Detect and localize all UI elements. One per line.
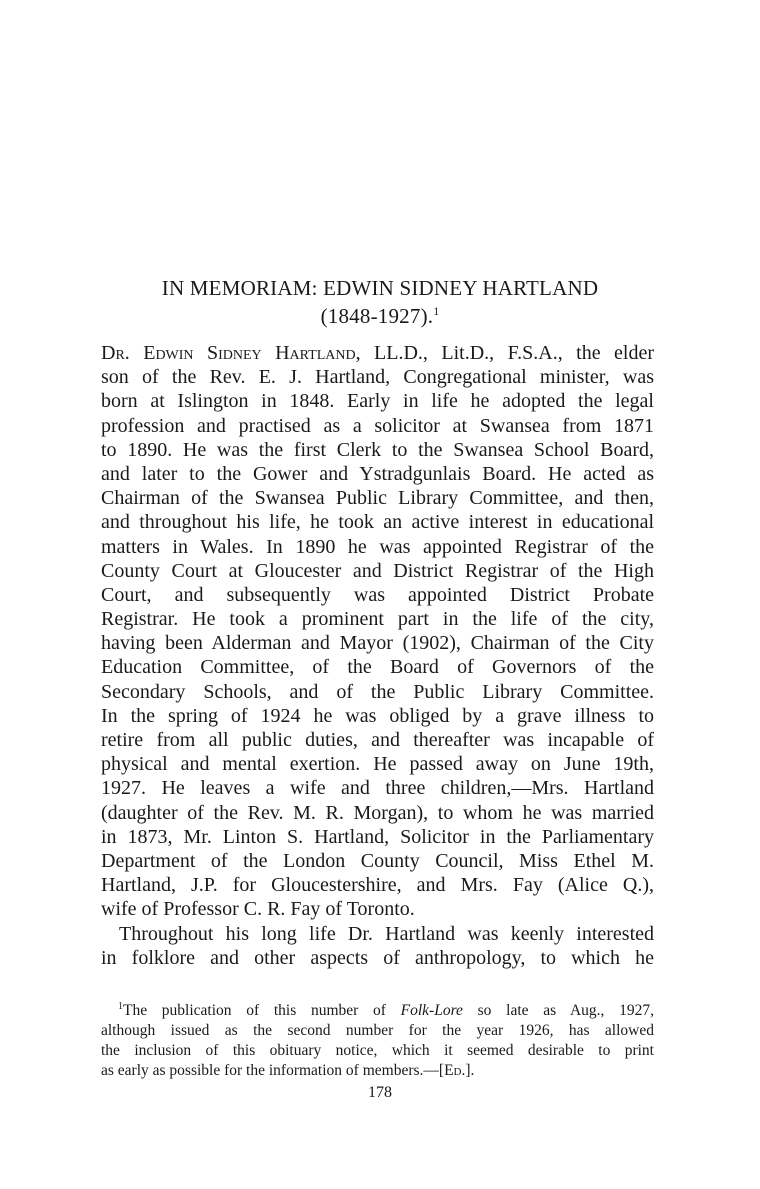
body-line: in 1873, Mr. Linton S. Hartland, Solicitor in the Parliamentary bbox=[101, 825, 654, 848]
footnote-text: ]. bbox=[465, 1062, 475, 1079]
body-line: Court, and subsequently was appointed District Probate bbox=[101, 583, 654, 606]
footnote-line: although issued as the second number for the year 1926, has allowed bbox=[101, 1022, 654, 1039]
article-title: IN MEMORIAM: EDWIN SIDNEY HARTLAND bbox=[161, 276, 599, 300]
body-line: physical and mental exertion. He passed away on June 19th, bbox=[101, 753, 654, 776]
subject-name: Dr. Edwin Sidney Hartland bbox=[101, 342, 356, 364]
footnote-line: the inclusion of this obituary notice, which it seemed desirable to print bbox=[101, 1042, 654, 1059]
body-line: wife of Professor C. R. Fay of Toronto. bbox=[101, 898, 415, 921]
body-line: Secondary Schools, and of the Public Library Committee. bbox=[101, 680, 654, 703]
body-line: matters in Wales. In 1890 he was appointed Registrar of the bbox=[101, 535, 654, 558]
body-line: to 1890. He was the first Clerk to the Swansea School Board, bbox=[101, 438, 654, 461]
footnote-line bbox=[101, 1001, 654, 1021]
body-line: Hartland, J.P. for Gloucestershire, and Mrs. Fay (Alice Q.), bbox=[101, 874, 654, 897]
body-line: County Court at Gloucester and District Registrar of the High bbox=[101, 559, 654, 582]
body-line: born at Islington in 1848. Early in life he adopted the legal bbox=[101, 390, 654, 413]
footnote-text: The publication of this number of bbox=[123, 1002, 401, 1019]
article-title-dates bbox=[0, 304, 760, 329]
article-body bbox=[101, 341, 654, 970]
body-line: Registrar. He took a prominent part in the life of the city, bbox=[101, 608, 654, 631]
body-line: Chairman of the Swansea Public Library Committee, and then, bbox=[101, 487, 654, 510]
footnote-marker: 1 bbox=[118, 1000, 123, 1012]
body-line: Department of the London County Council, Miss Ethel M. bbox=[101, 849, 654, 872]
body-line: son of the Rev. E. J. Hartland, Congregational minister, was bbox=[101, 366, 654, 389]
editor-mark: Ed. bbox=[444, 1062, 466, 1079]
body-line bbox=[101, 341, 654, 365]
footnote-line bbox=[101, 1061, 654, 1081]
body-line: (daughter of the Rev. M. R. Morgan), to whom he was married bbox=[101, 801, 654, 824]
page-number: 178 bbox=[368, 1084, 392, 1101]
body-line: profession and practised as a solicitor at Swansea from 1871 bbox=[101, 414, 654, 437]
body-line: and later to the Gower and Ystradgunlais Board. He acted as bbox=[101, 462, 654, 485]
body-line: having been Alderman and Mayor (1902), Chairman of the City bbox=[101, 632, 654, 655]
footnote-text: as early as possible for the information of members.—[ bbox=[101, 1062, 445, 1079]
footnote-reference: 1 bbox=[433, 304, 440, 318]
body-line: in folklore and other aspects of anthropology, to which he bbox=[101, 946, 654, 969]
footnote-text: so late as Aug., 1927, bbox=[462, 1002, 655, 1019]
body-line: and throughout his life, he took an active interest in educational bbox=[101, 511, 654, 534]
body-line-text: , LL.D., Lit.D., F.S.A., the elder bbox=[355, 342, 654, 364]
body-line: Throughout his long life Dr. Hartland was keenly interested bbox=[119, 922, 654, 945]
body-line: Education Committee, of the Board of Governors of the bbox=[101, 656, 654, 679]
body-line: 1927. He leaves a wife and three children,—Mrs. Hartland bbox=[101, 777, 654, 800]
body-line: retire from all public duties, and thereafter was incapable of bbox=[101, 729, 654, 751]
body-line: In the spring of 1924 he was obliged by a grave illness to bbox=[101, 704, 654, 727]
journal-title: Folk-Lore bbox=[400, 1002, 463, 1019]
title-dates: (1848-1927). bbox=[320, 304, 434, 328]
footnote bbox=[101, 1001, 654, 1081]
